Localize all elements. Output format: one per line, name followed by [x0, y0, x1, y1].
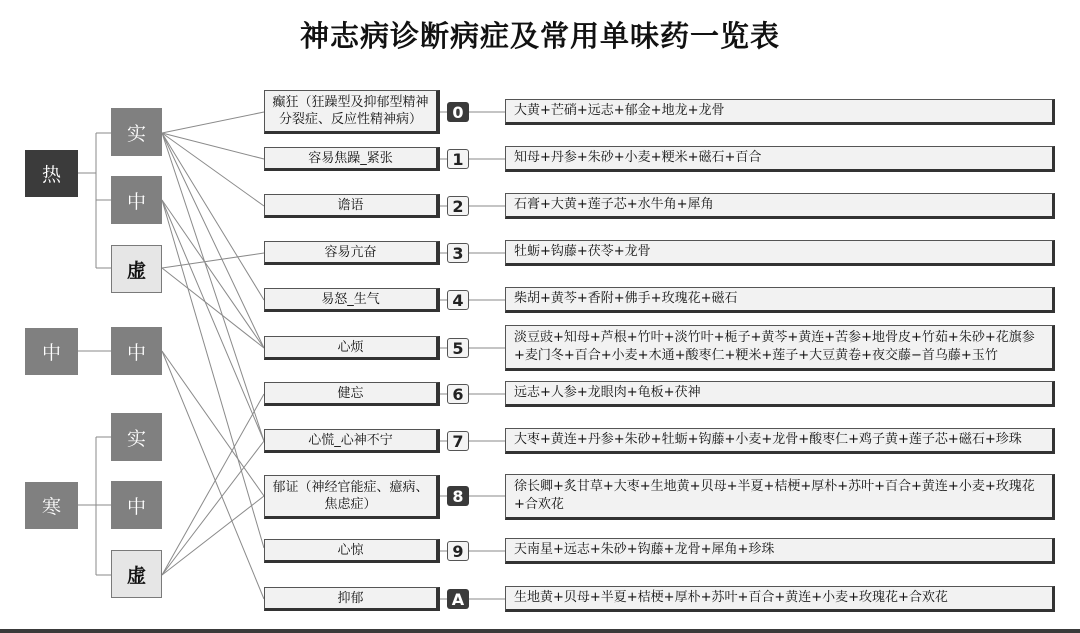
symptom-code-badge: 6 — [447, 384, 469, 404]
herb-list-A: 生地黄+贝母+半夏+桔梗+厚朴+苏叶+百合+黄连+小麦+玫瑰花+合欢花 — [505, 586, 1055, 612]
symptom-code-badge: 1 — [447, 149, 469, 169]
page-title: 神志病诊断病症及常用单味药一览表 — [299, 19, 780, 53]
symptom-code-badge: 4 — [447, 290, 469, 310]
subcategory-heat-deficiency: 虚 — [111, 245, 162, 293]
herb-list-3: 牡蛎+钩藤+茯苓+龙骨 — [505, 240, 1055, 266]
subcategory-cold-excess: 实 — [111, 413, 162, 461]
symptom-A: 抑郁 — [264, 587, 440, 611]
herb-list-4: 柴胡+黄芩+香附+佛手+玫瑰花+磁石 — [505, 287, 1055, 313]
symptom-code-badge: 7 — [447, 431, 469, 451]
symptom-code-badge: 3 — [447, 243, 469, 263]
subcategory-cold-middle: 中 — [111, 481, 162, 529]
symptom-code-badge: 0 — [447, 102, 469, 122]
herb-list-5: 淡豆豉+知母+芦根+竹叶+淡竹叶+栀子+黄芩+黄连+苦参+地骨皮+竹茹+朱砂+花旗参+麦门冬+百合+小麦+木通+酸枣仁+粳米+莲子+大豆黄卷+夜交藤−首乌藤+玉竹 — [505, 325, 1055, 371]
subcategory-cold-deficiency: 虚 — [111, 550, 162, 598]
herb-list-9: 天南星+远志+朱砂+钩藤+龙骨+犀角+珍珠 — [505, 538, 1055, 564]
symptom-code-badge: 9 — [447, 541, 469, 561]
symptom-3: 容易亢奋 — [264, 241, 440, 265]
subcategory-middle-middle: 中 — [111, 327, 162, 375]
symptom-0: 癫狂（狂躁型及抑郁型精神分裂症、反应性精神病） — [264, 90, 440, 134]
symptom-4: 易怒_生气 — [264, 288, 440, 312]
symptom-2: 谵语 — [264, 194, 440, 218]
symptom-code-badge: 5 — [447, 338, 469, 358]
herb-list-0: 大黄+芒硝+远志+郁金+地龙+龙骨 — [505, 99, 1055, 125]
symptom-8: 郁证（神经官能症、癔病、焦虑症） — [264, 475, 440, 519]
symptom-9: 心惊 — [264, 539, 440, 563]
subcategory-heat-excess: 实 — [111, 108, 162, 156]
symptom-1: 容易焦躁_紧张 — [264, 147, 440, 171]
category-heat: 热 — [25, 150, 78, 197]
symptom-code-badge: 2 — [447, 196, 469, 216]
herb-list-1: 知母+丹参+朱砂+小麦+粳米+磁石+百合 — [505, 146, 1055, 172]
herb-list-2: 石膏+大黄+莲子芯+水牛角+犀角 — [505, 193, 1055, 219]
herb-list-7: 大枣+黄连+丹参+朱砂+牡蛎+钩藤+小麦+龙骨+酸枣仁+鸡子黄+莲子芯+磁石+珍珠 — [505, 428, 1055, 454]
category-cold: 寒 — [25, 482, 78, 529]
symptom-6: 健忘 — [264, 382, 440, 406]
herb-list-6: 远志+人参+龙眼肉+龟板+茯神 — [505, 381, 1055, 407]
symptom-code-badge: A — [447, 589, 469, 609]
symptom-7: 心慌_心神不宁 — [264, 429, 440, 453]
subcategory-heat-middle: 中 — [111, 176, 162, 224]
category-middle: 中 — [25, 328, 78, 375]
bottom-border — [0, 629, 1080, 633]
herb-list-8: 徐长卿+炙甘草+大枣+生地黄+贝母+半夏+桔梗+厚朴+苏叶+百合+黄连+小麦+玫瑰花+合欢花 — [505, 474, 1055, 520]
symptom-code-badge: 8 — [447, 486, 469, 506]
symptom-5: 心烦 — [264, 336, 440, 360]
